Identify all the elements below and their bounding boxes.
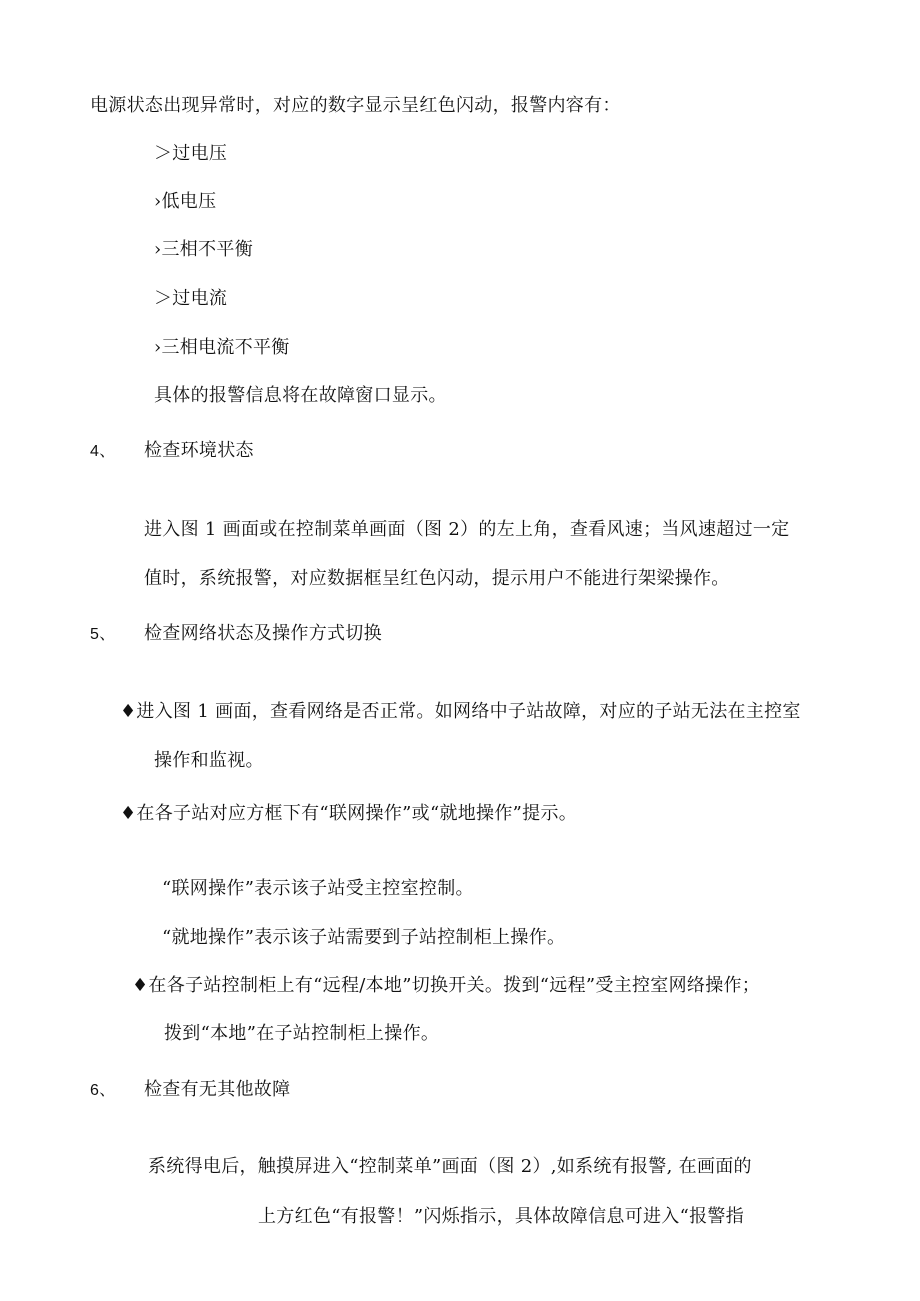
section-6-title: 检查有无其他故障 [144, 1079, 291, 1100]
section-6-number: 6、 [90, 1082, 116, 1099]
section-5-number: 5、 [90, 626, 116, 643]
section-5-title: 检查网络状态及操作方式切换 [144, 623, 382, 644]
section-4-paragraph-line-2: 值时，系统报警，对应数据框呈红色闪动，提示用户不能进行架梁操作。 [144, 568, 730, 589]
section-4-title: 检查环境状态 [144, 440, 254, 461]
section-6-paragraph-line-1: 系统得电后，触摸屏进入“控制菜单”画面（图 2）,如系统有报警, 在画面的 [148, 1156, 752, 1177]
alarm-item-phase-imbalance: ›三相不平衡 [154, 239, 253, 260]
section-5-bullet-1-line-1: ♦进入图 1 画面，查看网络是否正常。如网络中子站故障，对应的子站无法在主控室 [120, 701, 801, 722]
section-4-number: 4、 [90, 443, 116, 460]
alarm-item-current-imbalance: ›三相电流不平衡 [154, 337, 290, 358]
intro-paragraph: 电源状态出现异常时，对应的数字显示呈红色闪动，报警内容有： [90, 95, 621, 116]
alarm-item-undervoltage: ›低电压 [154, 191, 217, 212]
section-5-bullet-1-line-2: 操作和监视。 [154, 750, 264, 771]
alarm-item-overcurrent: ＞过电流 [154, 288, 228, 309]
section-5-bullet-3-line-2: 拨到“本地”在子站控制柜上操作。 [164, 1023, 440, 1044]
section-5-quote-online: “联网操作”表示该子站受主控室控制。 [162, 878, 474, 899]
alarm-note: 具体的报警信息将在故障窗口显示。 [154, 385, 447, 406]
section-6-paragraph-line-2: 上方红色“有报警！”闪烁指示，具体故障信息可进入“报警指 [258, 1206, 745, 1227]
section-5-bullet-3-line-1: ♦在各子站控制柜上有“远程/本地”切换开关。拨到“远程”受主控室网络操作； [132, 975, 761, 996]
alarm-item-overvoltage: ＞过电压 [154, 143, 228, 164]
section-4-paragraph-line-1: 进入图 1 画面或在控制菜单画面（图 2）的左上角，查看风速；当风速超过一定 [144, 519, 790, 540]
section-5-quote-local: “就地操作”表示该子站需要到子站控制柜上操作。 [162, 927, 566, 948]
section-5-bullet-2: ♦在各子站对应方框下有“联网操作”或“就地操作”提示。 [120, 803, 578, 824]
